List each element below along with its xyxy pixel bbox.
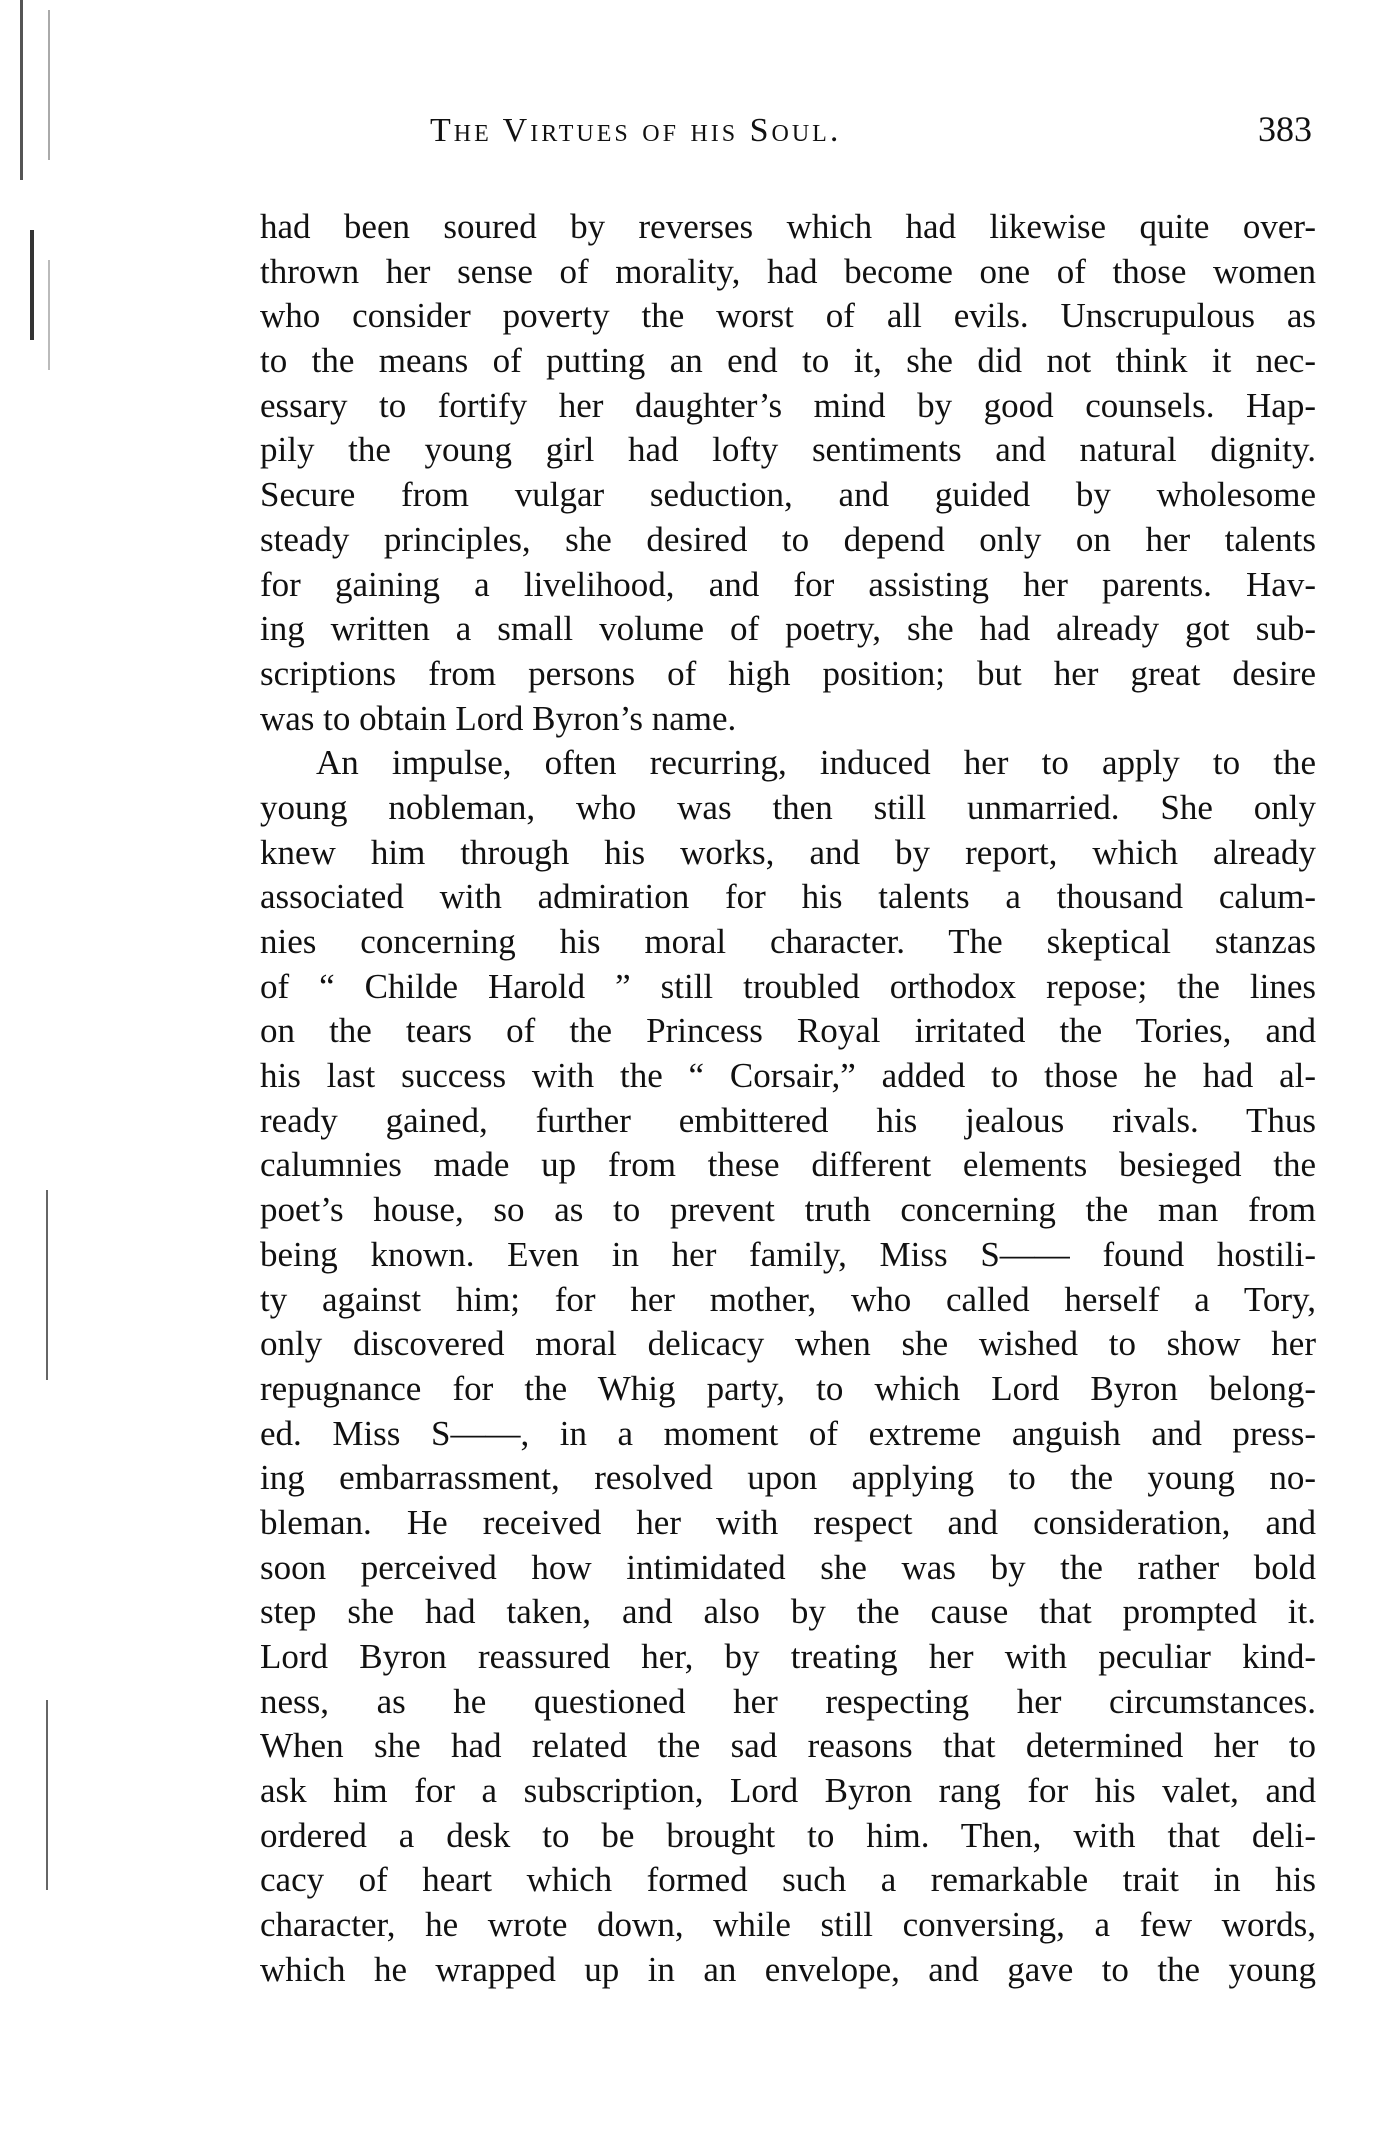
text-line: soon perceived how intimidated she was by the rather bold [260,1547,1316,1587]
text-line: calumnies made up from these different elements besieged the [260,1145,1316,1185]
text-line: which he wrapped up in an envelope, and gave to the young [260,1949,1316,1989]
body-text [260,205,1316,1993]
binding-edge-mark [30,230,34,340]
text-line: Lord Byron reassured her, by treating her with peculiar kind- [260,1637,1316,1676]
text-line: was to obtain Lord Byron’s name. [260,698,737,738]
running-header-text: The Virtues of his Soul. [430,112,842,149]
text-line: being known. Even in her family, Miss S—— found hostili- [260,1234,1316,1274]
text-line: ing embarrassment, resolved upon applying to the young no- [260,1458,1316,1498]
text-line: repugnance for the Whig party, to which Lord Byron belong- [260,1368,1316,1408]
binding-edge-mark [46,1190,48,1380]
text-line: ordered a desk to be brought to him. Then, with that deli- [260,1815,1316,1855]
running-header [430,112,841,150]
binding-edge-mark [20,0,23,180]
text-line: steady principles, she desired to depend only on her talents [260,519,1316,559]
text-line: character, he wrote down, while still conversing, a few words, [260,1905,1316,1945]
binding-edge-mark [48,260,50,370]
text-line: on the tears of the Princess Royal irritated the Tories, and [260,1011,1316,1051]
text-line: An impulse, often recurring, induced her to apply to the [316,743,1316,783]
text-line: ness, as he questioned her respecting her circumstances. [260,1681,1316,1721]
text-line: ty against him; for her mother, who called herself a Tory, [260,1279,1316,1319]
text-line: for gaining a livelihood, and for assisting her parents. Hav- [260,564,1316,604]
text-line: nies concerning his moral character. The skeptical stanzas [260,922,1316,961]
text-line: knew him through his works, and by report, which already [260,832,1316,872]
text-line: Secure from vulgar seduction, and guided by wholesome [260,475,1316,515]
text-line: ready gained, further embittered his jealous rivals. Thus [260,1100,1316,1140]
text-line: ask him for a subscription, Lord Byron rang for his valet, and [260,1771,1316,1811]
text-line: associated with admiration for his talents a thousand calum- [260,877,1316,917]
text-line: essary to fortify her daughter’s mind by good counsels. Hap- [260,385,1316,425]
page-number: 383 [1258,109,1312,149]
text-line: of “ Childe Harold ” still troubled orthodox repose; the lines [260,966,1316,1006]
text-line: only discovered moral delicacy when she wished to show her [260,1324,1316,1364]
text-line: bleman. He received her with respect and consideration, and [260,1502,1316,1542]
text-line: who consider poverty the worst of all evils. Unscrupulous as [260,296,1316,336]
text-line: cacy of heart which formed such a remarkable trait in his [260,1860,1316,1900]
binding-edge-mark [48,10,50,160]
text-line: step she had taken, and also by the cause that prompted it. [260,1592,1316,1632]
text-line: ed. Miss S——, in a moment of extreme anguish and press- [260,1413,1316,1453]
text-line: his last success with the “ Corsair,” added to those he had al- [260,1056,1316,1096]
binding-edge-mark [46,1700,48,1890]
text-line: to the means of putting an end to it, she did not think it nec- [260,341,1316,381]
text-line: pily the young girl had lofty sentiments and natural dignity. [260,430,1316,470]
text-line: thrown her sense of morality, had become one of those women [260,251,1316,291]
text-line: scriptions from persons of high position; but her great desire [260,653,1316,693]
text-line: had been soured by reverses which had likewise quite over- [260,207,1316,246]
text-line: When she had related the sad reasons that determined her to [260,1726,1316,1766]
text-line: ing written a small volume of poetry, she had already got sub- [260,609,1316,649]
text-line: poet’s house, so as to prevent truth concerning the man from [260,1190,1316,1230]
text-line: young nobleman, who was then still unmarried. She only [260,787,1316,827]
